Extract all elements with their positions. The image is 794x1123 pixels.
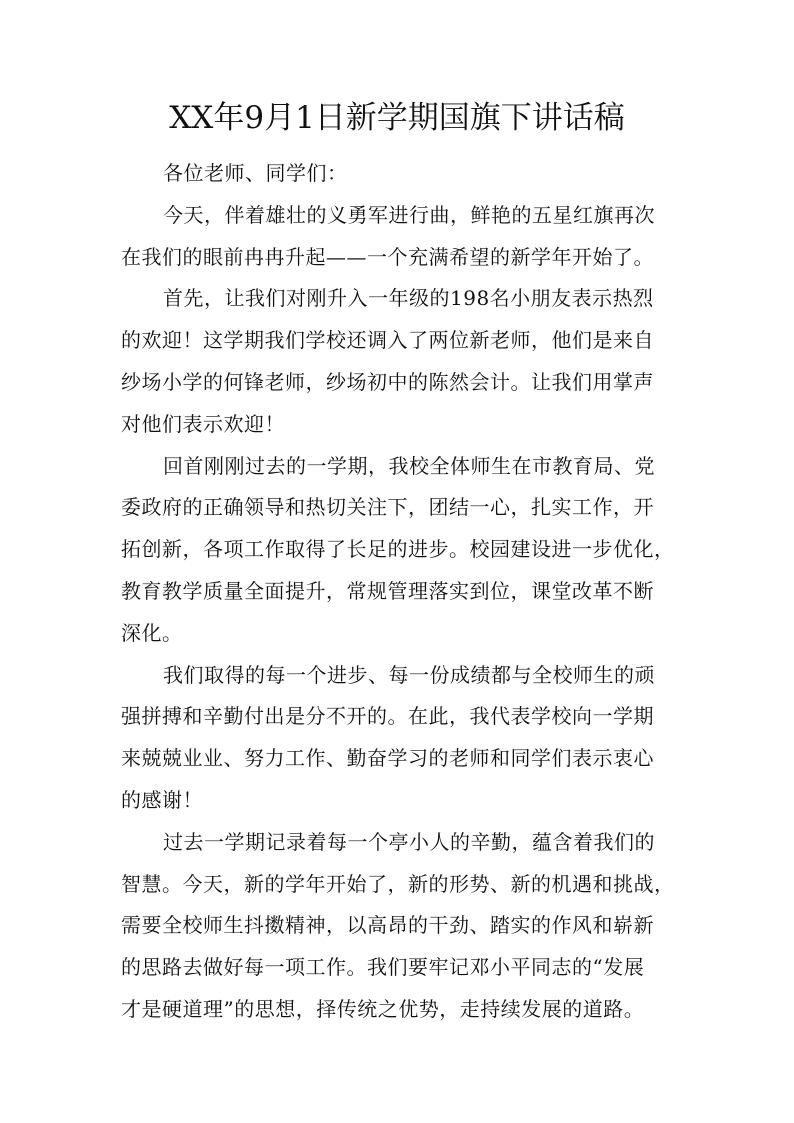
text-line: 强拼搏和辛勤付出是分不开的。在此，我代表学校向一学期 bbox=[121, 704, 654, 729]
text-line: 对他们表示欢迎！ bbox=[121, 411, 285, 436]
text-line: 今天，伴着雄壮的义勇军进行曲，鲜艳的五星红旗再次 bbox=[163, 202, 655, 227]
text-line: 各位老师、同学们： bbox=[163, 161, 348, 185]
text-line: 深化。 bbox=[121, 620, 183, 645]
text-line: 需要全校师生抖擞精神，以高昂的干劲、踏实的作风和崭新 bbox=[121, 913, 654, 938]
paragraph bbox=[121, 153, 681, 195]
text-line: 回首刚刚过去的一学期，我校全体师生在市教育局、党 bbox=[163, 453, 655, 478]
text-line: 过去一学期记录着每一个亭小人的辛勤，蕴含着我们的 bbox=[163, 829, 655, 854]
text-line: 我们取得的每一个进步、每一份成绩都与全校师生的顽 bbox=[163, 662, 655, 687]
text-line: 的欢迎！这学期我们学校还调入了两位新老师，他们是来自 bbox=[121, 328, 654, 353]
text-line: 首先，让我们对刚升入一年级的198名小朋友表示热烈 bbox=[163, 286, 654, 311]
text-line: 智慧。今天，新的学年开始了，新的形势、新的机遇和挑战， bbox=[121, 871, 675, 896]
text-line: 拓创新，各项工作取得了长足的进步。校园建设进一步优化， bbox=[121, 537, 675, 562]
text-line: 纱场小学的何锋老师，纱场初中的陈然会计。让我们用掌声 bbox=[121, 369, 654, 394]
text-line: 委政府的正确领导和热切关注下，团结一心，扎实工作，开 bbox=[121, 495, 654, 520]
text-line: 的思路去做好每一项工作。我们要牢记邓小平同志的“发展 bbox=[121, 955, 645, 980]
document-title: XX年9月1日新学期国旗下讲话稿 bbox=[169, 100, 625, 136]
paragraph bbox=[121, 195, 681, 279]
paragraph bbox=[121, 446, 681, 655]
text-line: 才是硬道理”的思想，择传统之优势，走持续发展的道路。 bbox=[121, 996, 645, 1021]
paragraph bbox=[121, 278, 681, 445]
paragraph bbox=[121, 822, 681, 1031]
text-line: 的感谢！ bbox=[121, 787, 203, 812]
text-line: 来兢兢业业、努力工作、勤奋学习的老师和同学们表示衷心 bbox=[121, 746, 654, 771]
text-line: 教育教学质量全面提升，常规管理落实到位，课堂改革不断 bbox=[121, 578, 654, 603]
paragraph bbox=[121, 655, 681, 822]
document-body bbox=[121, 153, 681, 1031]
text-line: 在我们的眼前冉冉升起——一个充满希望的新学年开始了。 bbox=[121, 244, 654, 269]
